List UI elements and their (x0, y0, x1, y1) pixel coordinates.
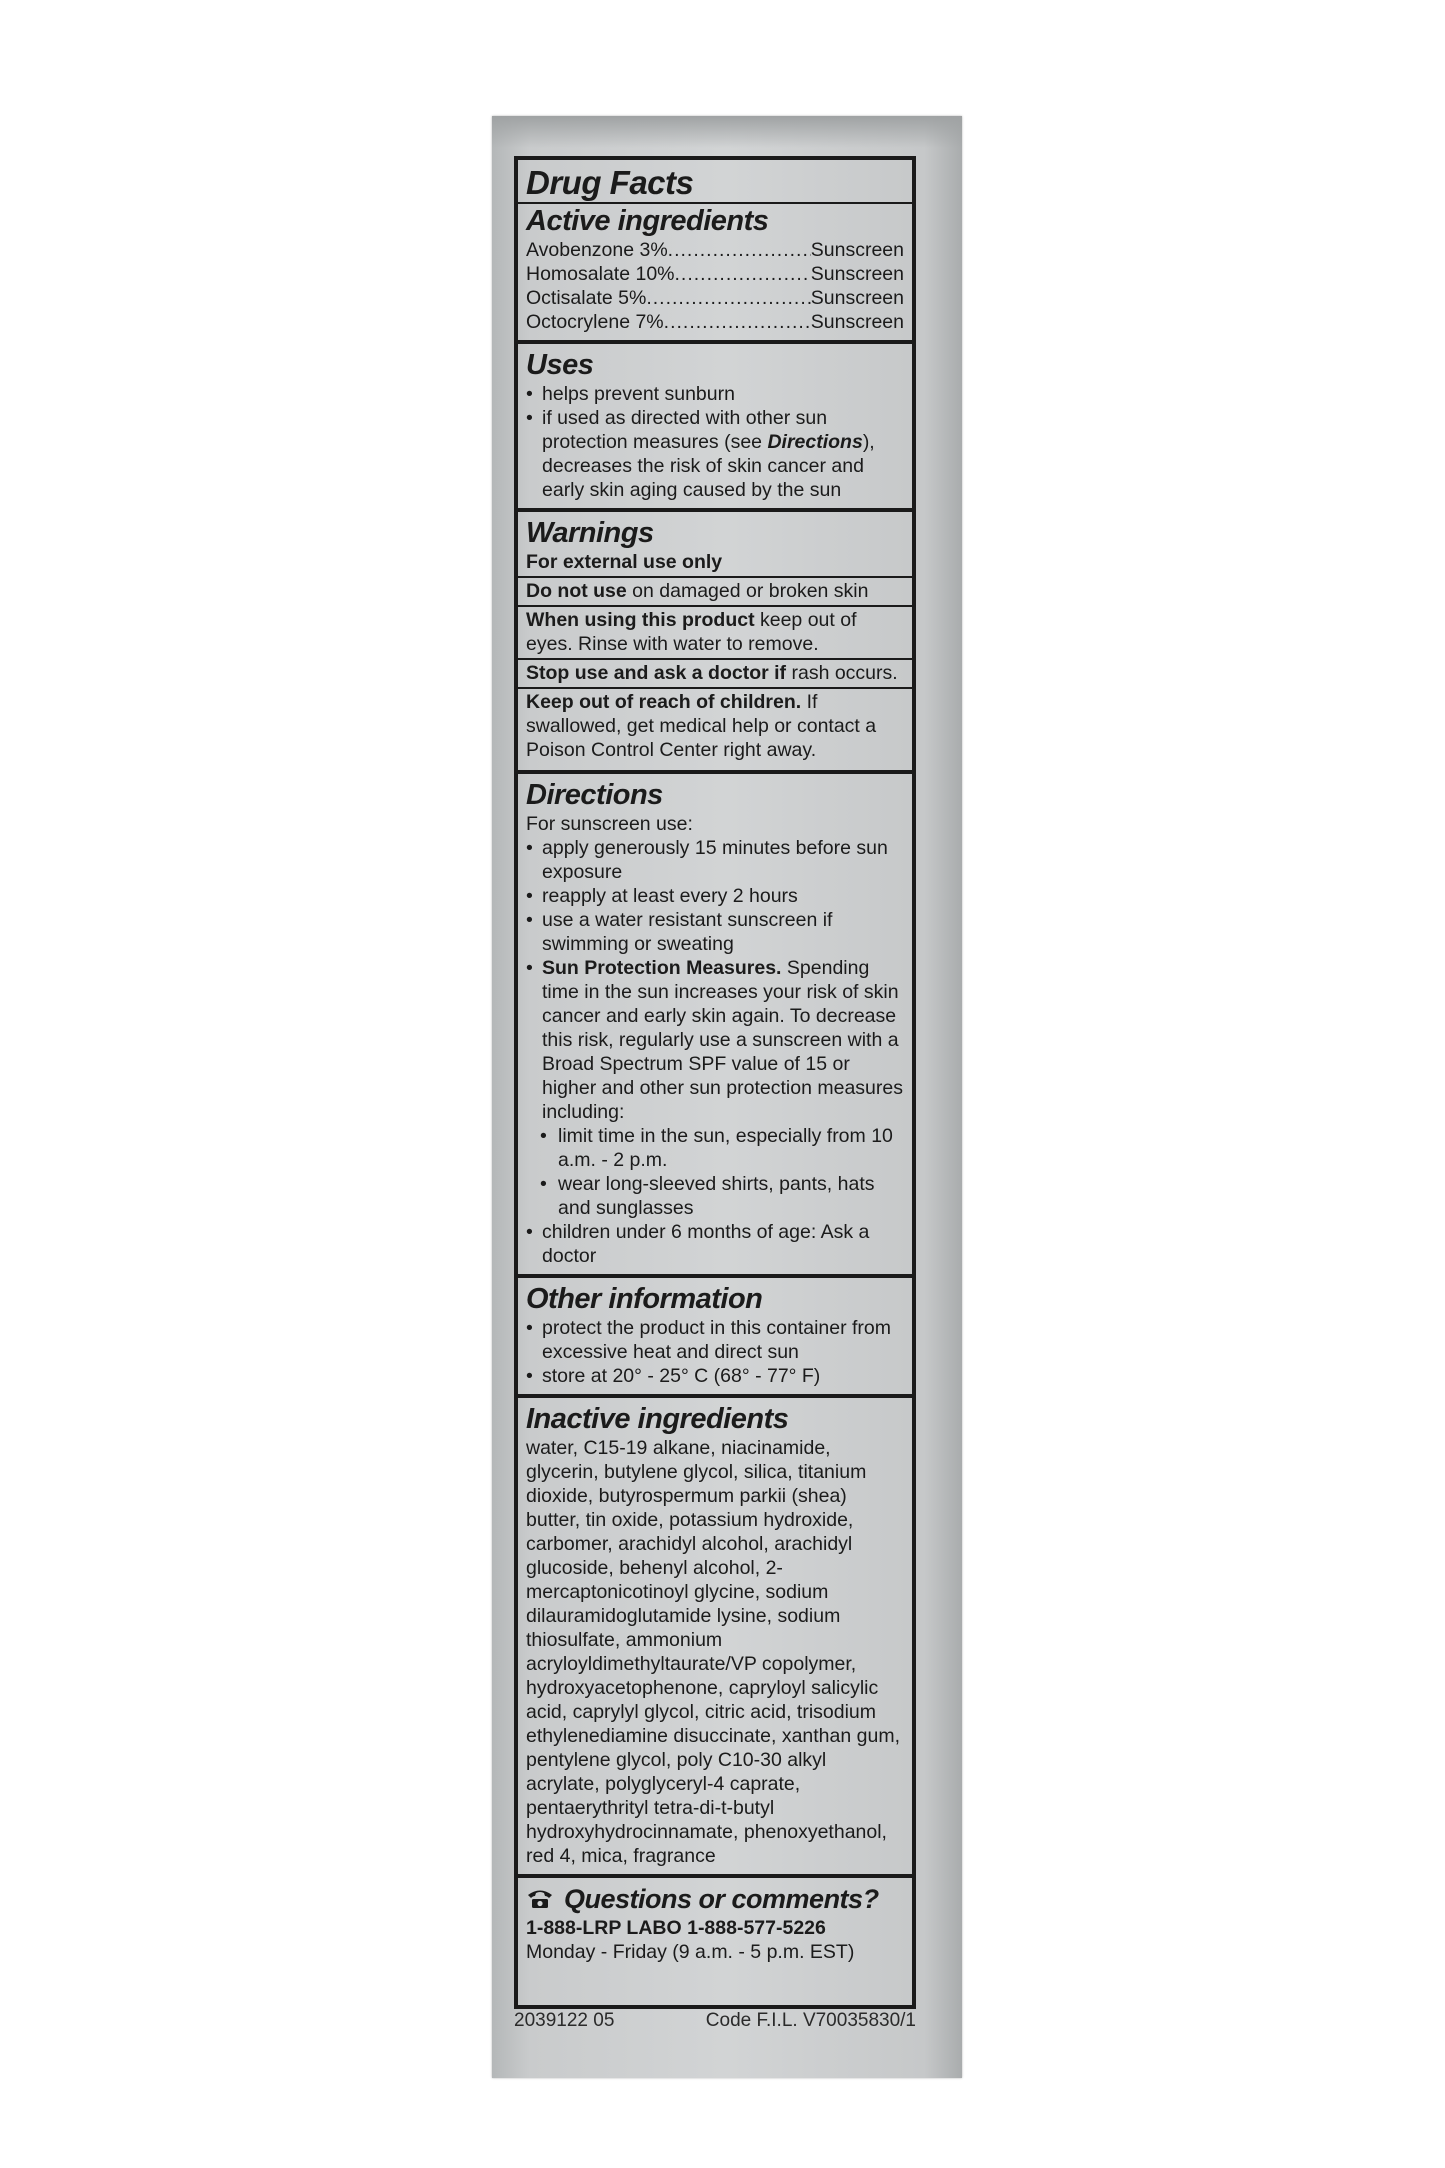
active-ingredients-list (526, 238, 904, 340)
ingredient-name: Homosalate 10% (526, 263, 675, 285)
inactive-section (518, 1398, 912, 1878)
questions-phone: 1-888-LRP LABO 1-888-577-5226 (526, 1917, 826, 1939)
questions-section (518, 1878, 912, 1970)
warning-do-not-use: Do not use on damaged or broken skin (518, 576, 912, 605)
inactive-ingredients-text: water, C15-19 alkane, niacinamide, glycerin, butylene glycol, silica, titanium dioxide, butyrospermum parkii (shea) butter, tin oxide, potassium hydroxide, carbomer, arachidyl alcohol, arachidyl glucoside, behenyl alcohol, 2-mercaptonicotinoyl glycine, sodium dilauramidoglutamide lysine, sodium thiosulfate, ammonium acryloyldimethyltaurate/VP copolymer, hydroxyacetophenone, capryloyl salicylic acid, caprylyl glycol, citric acid, trisodium ethylenediamine disuccinate, xanthan gum, pentylene glycol, poly C10-30 alkyl acrylate, polyglyceryl-4 caprate, pentaerythrityl tetra-di-t-butyl hydroxyhydrocinnamate, phenoxyethanol, red 4, mica, fragrance (526, 1437, 900, 1867)
ingredient-purpose: Sunscreen (810, 311, 904, 333)
active-ingredient-row (526, 310, 904, 334)
active-ingredient-row (526, 262, 904, 286)
warning-keep-out: Keep out of reach of children. If swallowed, get medical help or contact a Poison Control Center right away. (518, 687, 912, 764)
uses-item: • helps prevent sunburn (526, 382, 904, 406)
directions-heading: Directions (526, 779, 663, 811)
directions-intro: For sunscreen use: (526, 813, 693, 835)
directions-section (518, 774, 912, 1278)
inactive-heading: Inactive ingredients (526, 1403, 789, 1435)
questions-hours: Monday - Friday (9 a.m. - 5 p.m. EST) (526, 1941, 855, 1963)
directions-item: • use a water resistant sunscreen if swimming or sweating (526, 908, 904, 956)
phone-icon (526, 1888, 554, 1910)
other-info-heading: Other information (526, 1283, 763, 1315)
directions-subitem: • limit time in the sun, especially from 10 a.m. - 2 p.m. (526, 1124, 904, 1172)
warning-external: For external use only (526, 551, 723, 573)
active-ingredient-row (526, 286, 904, 310)
lot-number: 2039122 05 (514, 2010, 615, 2031)
box-footer (514, 2010, 916, 2032)
drug-facts-header (518, 160, 912, 344)
directions-item: • apply generously 15 minutes before sun exposure (526, 836, 904, 884)
ingredient-purpose: Sunscreen (810, 263, 904, 285)
directions-item: • reapply at least every 2 hours (526, 884, 904, 908)
ingredient-name: Avobenzone 3% (526, 239, 668, 261)
other-info-item: • store at 20° - 25° C (68° - 77° F) (526, 1364, 904, 1388)
warning-when-using: When using this product keep out of eyes. Rinse with water to remove. (518, 605, 912, 658)
warning-stop-use: Stop use and ask a doctor if rash occurs. (518, 658, 912, 687)
other-info-section (518, 1278, 912, 1398)
drug-facts-panel (514, 156, 916, 2009)
uses-heading: Uses (526, 349, 594, 381)
active-ingredient-row (526, 238, 904, 262)
uses-item: • if used as directed with other sun protection measures (see Directions), decreases the risk of skin cancer and early skin aging caused by the sun (526, 406, 904, 502)
warnings-section (518, 512, 912, 774)
drug-facts-title: Drug Facts (526, 164, 694, 201)
active-ingredients-heading: Active ingredients (526, 205, 769, 237)
directions-subitem: • wear long-sleeved shirts, pants, hats and sunglasses (526, 1172, 904, 1220)
sun-protection-measures: • Sun Protection Measures. Spending time in the sun increases your risk of skin cancer and early skin again. To decrease this risk, regularly use a sunscreen with a Broad Spectrum SPF value of 15 or higher and other sun protection measures including: (526, 956, 904, 1124)
uses-section (518, 344, 912, 512)
questions-heading: Questions or comments? (564, 1884, 879, 1914)
ingredient-name: Octocrylene 7% (526, 311, 664, 333)
ingredient-name: Octisalate 5% (526, 287, 647, 309)
ingredient-purpose: Sunscreen (810, 239, 904, 261)
product-code: Code F.I.L. V70035830/1 (705, 2010, 916, 2031)
warnings-heading: Warnings (526, 517, 654, 549)
directions-item: • children under 6 months of age: Ask a doctor (526, 1220, 904, 1268)
other-info-item: • protect the product in this container from excessive heat and direct sun (526, 1316, 904, 1364)
ingredient-purpose: Sunscreen (810, 287, 904, 309)
product-box (492, 116, 962, 2078)
